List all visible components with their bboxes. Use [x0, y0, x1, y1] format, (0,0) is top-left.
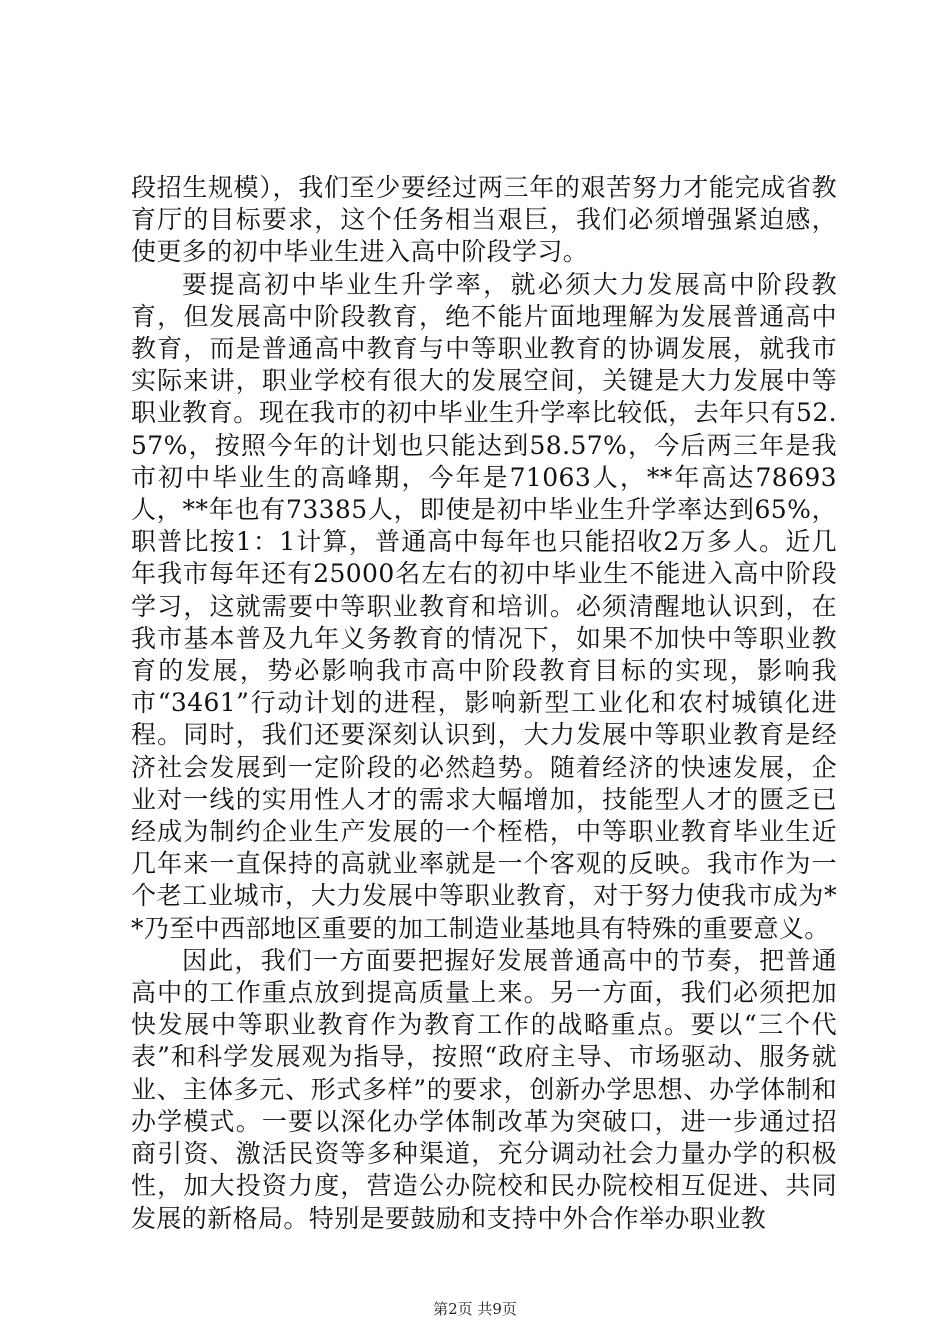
page-footer: 第2页 共9页: [433, 1300, 517, 1318]
paragraph-1: 段招生规模），我们至少要经过两三年的艰苦努力才能完成省教育厅的目标要求，这个任务相当艰巨，我们必须增强紧迫感，使更多的初中毕业生进入高中阶段学习。: [131, 173, 837, 267]
paragraph-3: 因此，我们一方面要把握好发展普通高中的节奏，把普通高中的工作重点放到提高质量上来。另一方面，我们必须把加快发展中等职业教育作为教育工作的战略重点。要以“三个代表”和科学发展观为指导，按照“政府主导、市场驱动、服务就业、主体多元、形式多样”的要求，创新办学思想、办学体制和办学模式。一要以深化办学体制改革为突破口，进一步通过招商引资、激活民资等多种渠道，充分调动社会力量办学的积极性，加大投资力度，营造公办院校和民办院校相互促进、共同发展的新格局。特别是要鼓励和支持中外合作举办职业教: [131, 945, 837, 1233]
paragraph-2: 要提高初中毕业生升学率，就必须大力发展高中阶段教育，但发展高中阶段教育，绝不能片面地理解为发展普通高中教育，而是普通高中教育与中等职业教育的协调发展，就我市实际来讲，职业学校有很大的发展空间，关键是大力发展中等职业教育。现在我市的初中毕业生升学率比较低，去年只有52.57%，按照今年的计划也只能达到58.57%，今后两三年是我市初中毕业生的高峰期，今年是71063人，**年高达78693人，**年也有73385人，即使是初中毕业生升学率达到65%，职普比按1：1计算，普通高中每年也只能招收2万多人。近几年我市每年还有25000名左右的初中毕业生不能进入高中阶段学习，这就需要中等职业教育和培训。必须清醒地认识到，在我市基本普及九年义务教育的情况下，如果不加快中等职业教育的发展，势必影响我市高中阶段教育目标的实现，影响我市“3461”行动计划的进程，影响新型工业化和农村城镇化进程。同时，我们还要深刻认识到，大力发展中等职业教育是经济社会发展到一定阶段的必然趋势。随着经济的快速发展，企业对一线的实用性人才的需求大幅增加，技能型人才的匮乏已经成为制约企业生产发展的一个桎梏，中等职业教育毕业生近几年来一直保持的高就业率就是一个客观的反映。我市作为一个老工业城市，大力发展中等职业教育，对于努力使我市成为**乃至中西部地区重要的加工制造业基地具有特殊的重要意义。: [131, 269, 837, 943]
document-body: [131, 172, 837, 1235]
